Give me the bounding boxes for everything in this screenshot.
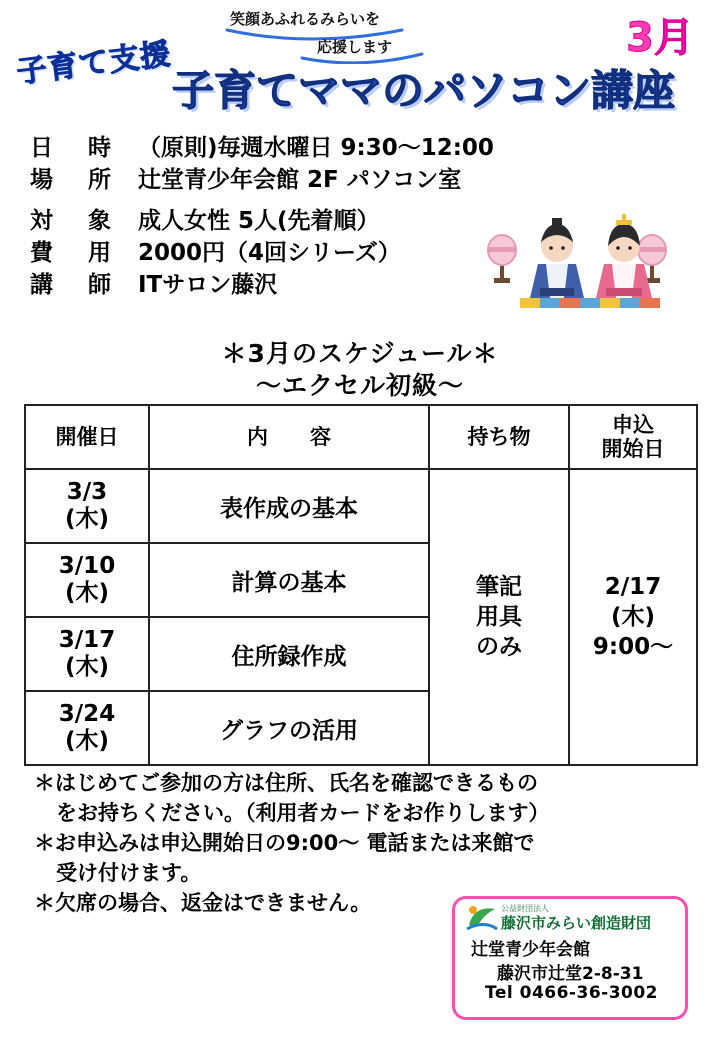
cell-apply-start: [569, 469, 697, 765]
schedule-table: [24, 404, 698, 766]
cell-bring-line3: のみ: [476, 634, 522, 660]
cell-date-dow: (木): [64, 728, 110, 754]
schedule-title: ＊3月のスケジュール＊: [221, 339, 499, 368]
cell-apply-dow: (木): [610, 604, 656, 630]
column-header-apply-line1: 申込: [612, 413, 654, 437]
cell-date-dow: (木): [64, 506, 110, 532]
foundation-logo-icon: [465, 903, 499, 931]
info-label-target: 対 象: [30, 208, 117, 234]
cell-date-main: 3/3: [66, 479, 108, 505]
note-line-5: ＊欠席の場合、返金はできません。: [34, 891, 372, 915]
cell-date-dow: (木): [64, 580, 110, 606]
cell-content: グラフの活用: [149, 691, 429, 765]
cell-content: 計算の基本: [149, 543, 429, 617]
table-row: [25, 469, 697, 543]
cell-date: [25, 543, 149, 617]
info-value-instructor: ITサロン藤沢: [138, 272, 278, 298]
course-info: [30, 132, 494, 301]
catchphrase: [222, 8, 472, 64]
info-value-target: 成人女性 5人(先着順）: [138, 208, 380, 234]
info-row-datetime: [30, 132, 494, 164]
cell-date-main: 3/17: [58, 627, 116, 653]
info-value-fee: 2000円（4回シリーズ）: [138, 240, 401, 266]
kosodate-support-badge: 子育て支援: [14, 36, 173, 91]
column-header-bring: 持ち物: [429, 405, 569, 469]
cell-date-dow: (木): [64, 654, 110, 680]
foundation-logo-main: 藤沢市みらい創造財団: [501, 914, 652, 932]
hina-dolls-icon: [466, 206, 688, 316]
note-line-2: をお持ちください。（利用者カードをお作りします）: [56, 801, 550, 825]
note-line-4: 受け付けます。: [56, 861, 202, 885]
column-header-content: 内 容: [149, 405, 429, 469]
column-header-apply-line2: 開始日: [601, 437, 665, 461]
cell-date: [25, 469, 149, 543]
cell-content: 住所録作成: [149, 617, 429, 691]
info-row-place: [30, 164, 494, 196]
info-spacer: [30, 196, 494, 205]
catchphrase-line2: 応援します: [317, 38, 393, 56]
info-row-target: [30, 205, 494, 237]
info-row-fee: [30, 237, 494, 269]
cell-date-main: 3/24: [58, 701, 116, 727]
note-line-3: ＊お申込みは申込開始日の9:00〜 電話または来館で: [34, 831, 535, 855]
cell-bring: [429, 469, 569, 765]
info-label-instructor: 講 師: [30, 272, 117, 298]
foundation-logo: [465, 903, 681, 933]
catchphrase-line1: 笑顔あふれるみらいを: [230, 10, 381, 28]
info-label-place: 場 所: [30, 167, 117, 193]
cell-bring-line1: 筆記: [476, 574, 522, 600]
info-label-fee: 費 用: [30, 240, 117, 266]
contact-address: 藤沢市辻堂2-8-31: [497, 964, 644, 984]
cell-date: [25, 691, 149, 765]
contact-venue-name: 辻堂青少年会館: [471, 940, 590, 960]
schedule-subtitle: 〜エクセル初級〜: [255, 371, 464, 400]
cell-apply-time: 9:00〜: [592, 634, 674, 660]
note-line-1: ＊はじめてご参加の方は住所、氏名を確認できるもの: [34, 771, 538, 795]
contact-box: [452, 896, 688, 1020]
info-value-datetime: （原則)毎週水曜日 9:30〜12:00: [138, 135, 494, 161]
table-header-row: [25, 405, 697, 469]
info-value-place: 辻堂青少年会館 2F パソコン室: [138, 167, 462, 193]
cell-date: [25, 617, 149, 691]
cell-date-main: 3/10: [58, 553, 116, 579]
cell-content: 表作成の基本: [149, 469, 429, 543]
info-label-datetime: 日 時: [30, 135, 117, 161]
cell-bring-line2: 用具: [476, 604, 522, 630]
column-header-apply: [569, 405, 697, 469]
column-header-date: 開催日: [25, 405, 149, 469]
page-title: 子育てママのパソコン講座: [172, 66, 676, 115]
cell-apply-date: 2/17: [604, 574, 662, 600]
poster-header: [0, 0, 720, 120]
month-label: 3月: [626, 15, 694, 61]
info-row-instructor: [30, 269, 494, 301]
foundation-logo-sub: 公益財団法人: [501, 904, 549, 913]
contact-phone: Tel 0466-36-3002: [485, 983, 659, 1003]
